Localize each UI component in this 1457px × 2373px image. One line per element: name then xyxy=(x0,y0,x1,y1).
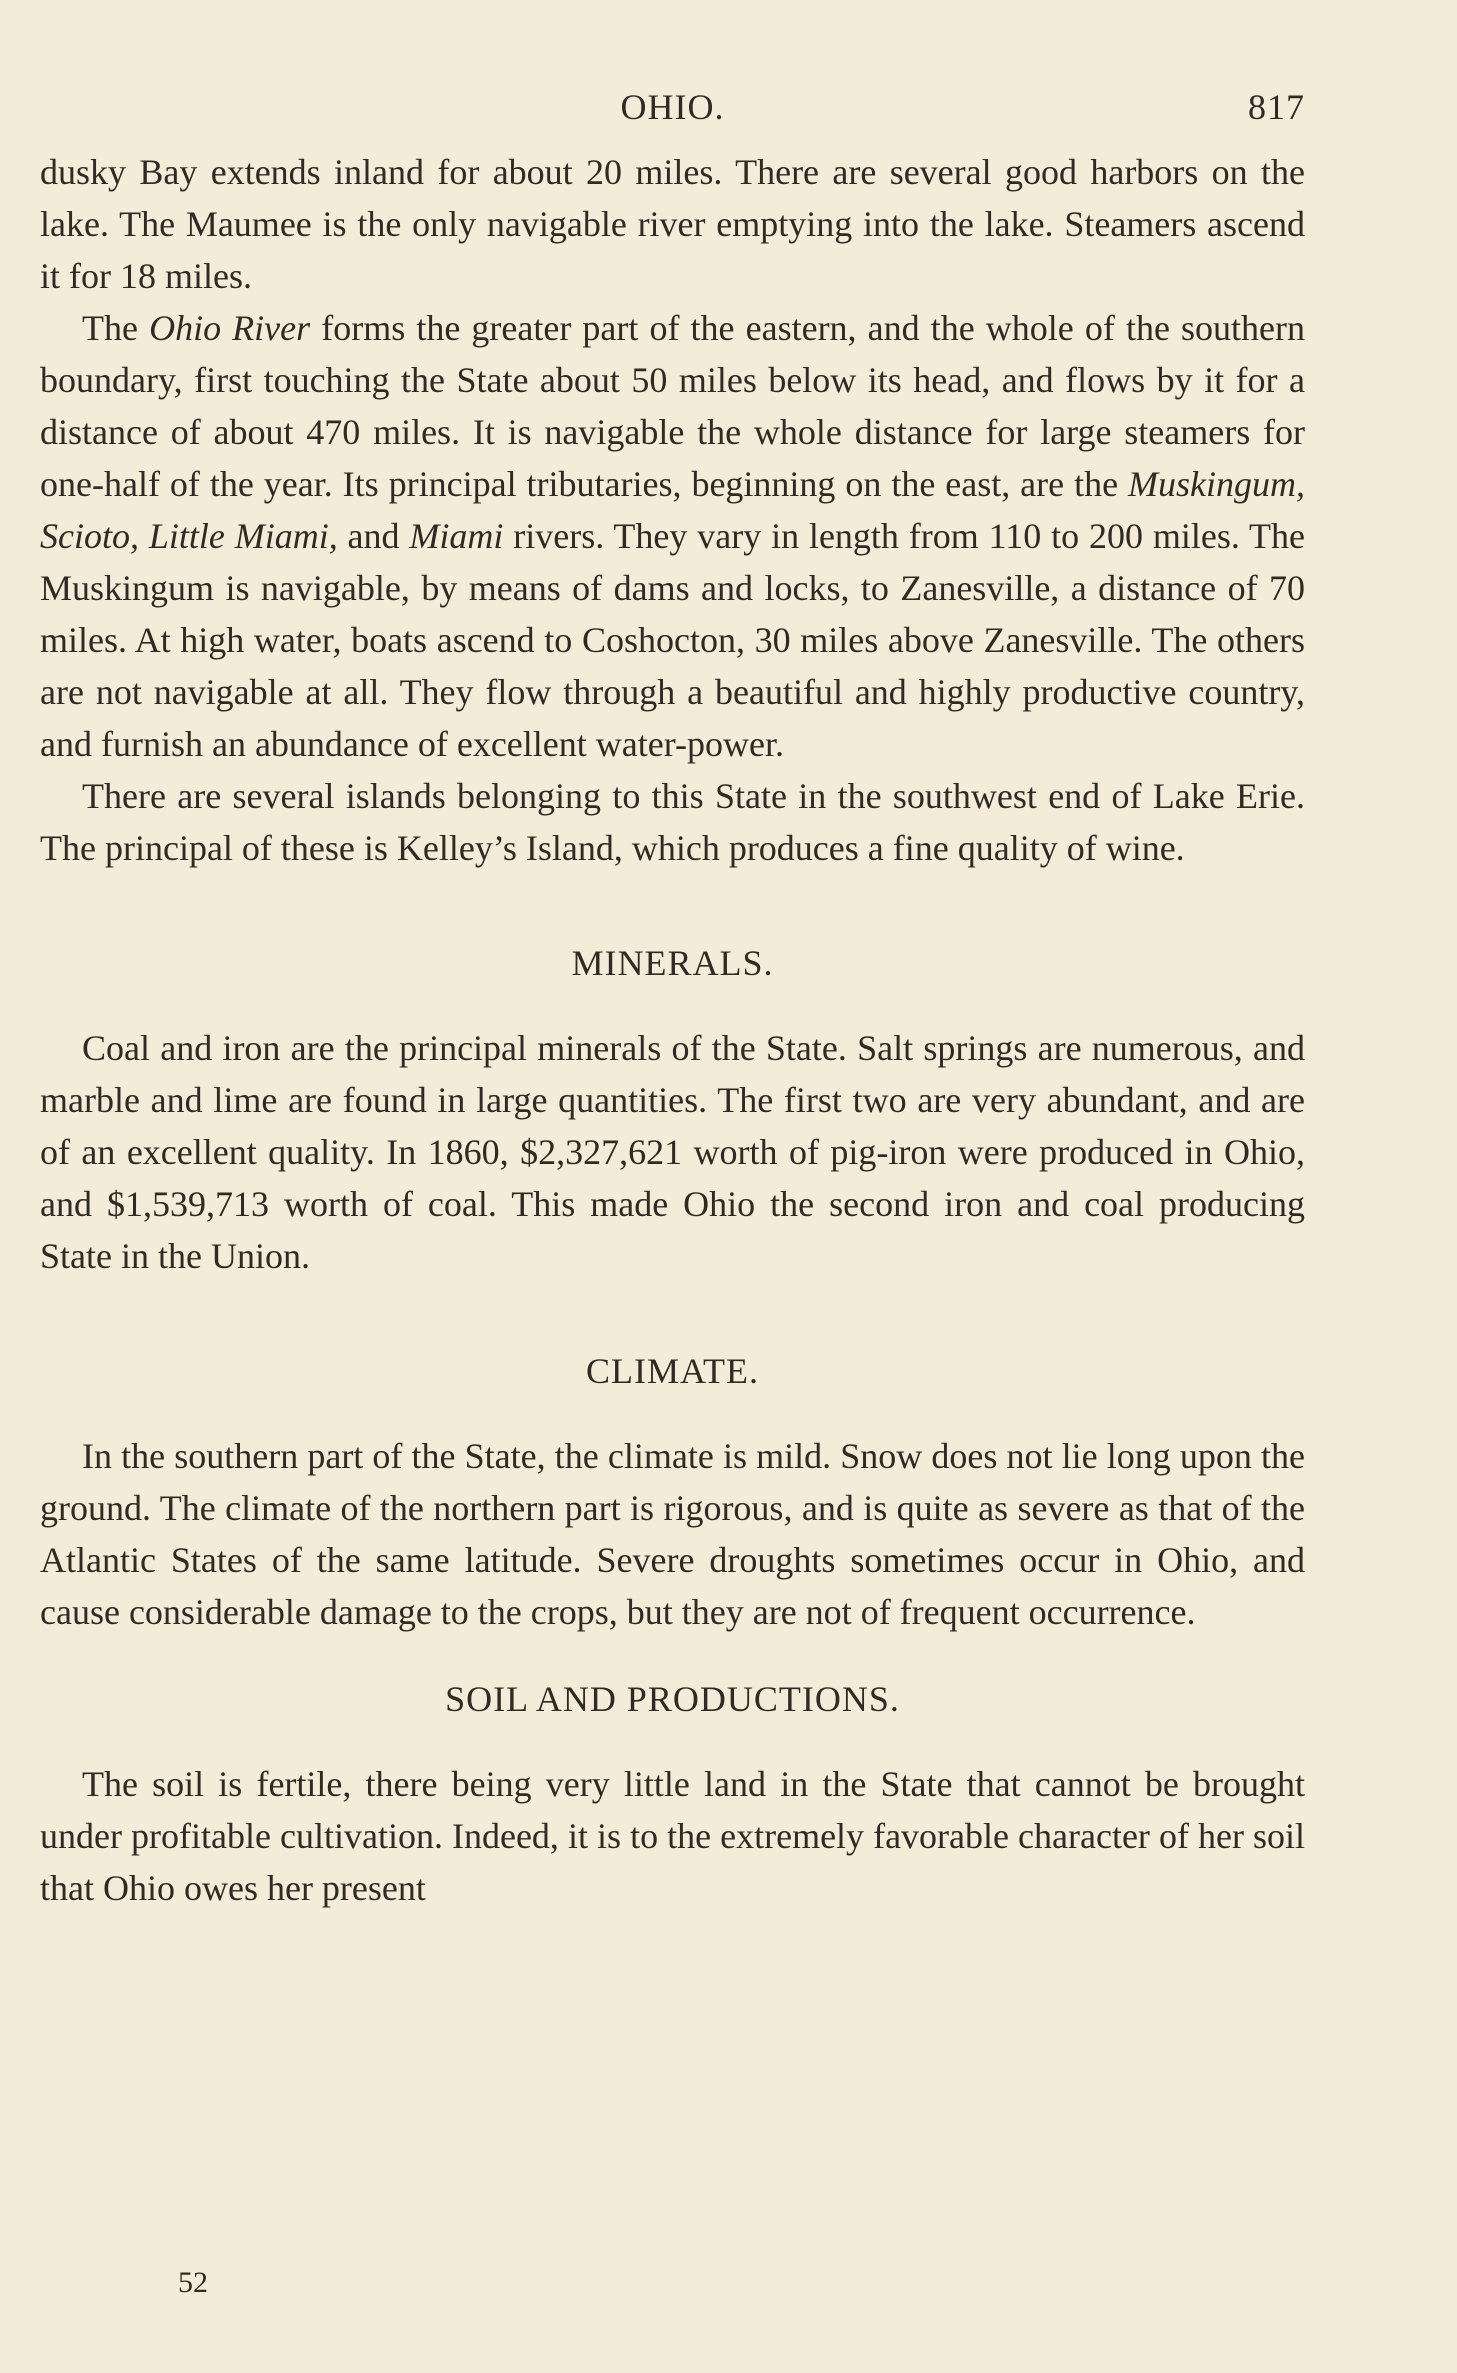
text-run: The xyxy=(82,308,150,348)
heading-soil: SOIL AND PRODUCTIONS. xyxy=(445,1679,900,1719)
paragraph-harbors: dusky Bay extends inland for about 20 miles. There are several good harbors on the lake. The Maumee is the only navigable river emptying into the lake. Steamers ascend it for 18 miles. xyxy=(40,152,1305,296)
italic-ohio-river: Ohio River xyxy=(149,308,311,348)
heading-minerals: MINERALS. xyxy=(571,943,774,983)
page-title: OHIO. xyxy=(620,87,725,127)
text-run: rivers. They vary in length from 110 to 200 miles. The Muskingum is navigable, by means of dams and locks, to Zanesville, a distance of 70 miles. At high water, boats ascend to Coshocton, 30 miles above Zanesville. The others are not navigable at all. They flow through a beautiful and highly productive country, and furnish an abundance of excellent water-power. xyxy=(40,516,1306,764)
page-number: 817 xyxy=(1248,87,1305,127)
page xyxy=(40,86,1305,1914)
signature-mark: 52 xyxy=(178,2266,208,2299)
heading-climate: CLIMATE. xyxy=(586,1351,759,1391)
paragraph-climate: In the southern part of the State, the climate is mild. Snow does not lie long upon the ground. The climate of the northern part is rigorous, and is quite as severe as that of the Atlantic States of the same latitude. Severe droughts sometimes occur in Ohio, and cause considerable damage to the crops, but they are not of frequent occurrence. xyxy=(40,1436,1305,1632)
italic-miami: Miami xyxy=(409,516,504,556)
paragraph-ohio-river xyxy=(40,302,1305,770)
paragraph-soil: The soil is fertile, there being very little land in the State that cannot be brought under profitable cultivation. Indeed, it is to the extremely favorable character of her soil that Ohio owes her present xyxy=(40,1764,1305,1908)
text-run: forms the greater part of the eastern, and the whole of the southern boundary, first touching the State about 50 miles below its head, and flows by it for a distance of about 470 miles. It is navigable the whole distance for large steamers for one-half of the year. Its principal tributaries, beginning on the east, are the xyxy=(40,308,1306,504)
italic-tributaries: Muskingum, Scioto, Little Miami, xyxy=(40,464,1305,556)
text-run: and xyxy=(337,516,410,556)
running-head xyxy=(40,86,1305,146)
paragraph-minerals: Coal and iron are the principal minerals of the State. Salt springs are numerous, and marble and lime are found in large quantities. The first two are very abundant, and are of an excellent quality. In 1860, $2,327,621 worth of pig-iron were produced in Ohio, and $1,539,713 worth of coal. This made Ohio the second iron and coal producing State in the Union. xyxy=(40,1028,1305,1276)
paragraph-islands: There are several islands belonging to this State in the southwest end of Lake Erie. The principal of these is Kelley’s Island, which produces a fine quality of wine. xyxy=(40,776,1305,868)
